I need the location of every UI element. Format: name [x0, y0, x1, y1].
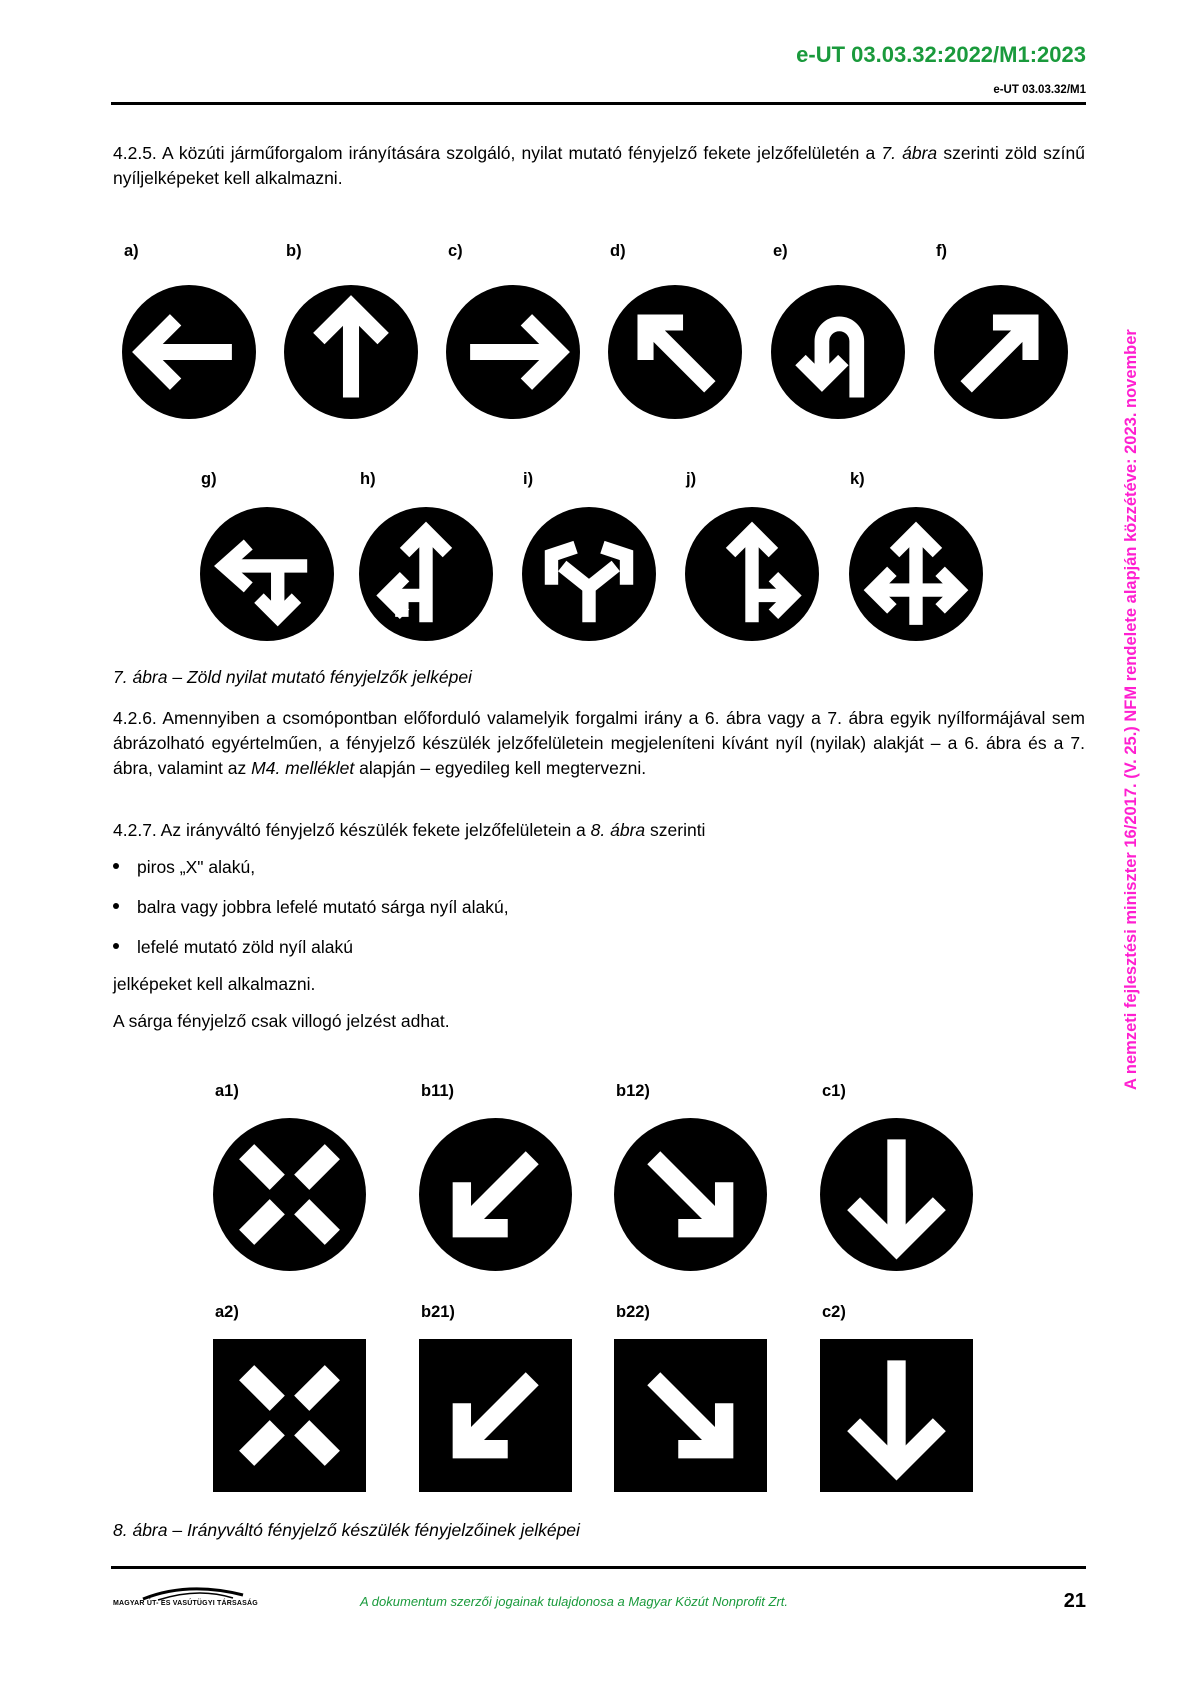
down-right-arrow-icon [614, 1118, 767, 1271]
list-item-text: piros „X" alakú, [137, 857, 256, 877]
list-item-text: balra vagy jobbra lefelé mutató sárga nyíl alakú, [137, 897, 509, 917]
up-right-arrow-icon [685, 507, 819, 641]
header-rule [111, 102, 1086, 105]
figure-label: h) [360, 470, 376, 488]
paragraph-text: 4.2.5. A közúti járműforgalom irányítására szolgáló, nyilat mutató fényjelző fekete jelzőfelületén a [113, 143, 876, 163]
down-arrow-icon [820, 1339, 973, 1492]
paragraph-4-2-6 [113, 706, 1085, 781]
document-code: e-UT 03.03.32:2022/M1:2023 [796, 42, 1086, 67]
bullet-icon [113, 943, 119, 949]
closing-text: jelképeket kell alkalmazni. [113, 974, 316, 994]
figure-label: f) [936, 242, 947, 260]
figure-label: b22) [616, 1303, 650, 1321]
figure-label: d) [610, 242, 626, 260]
figure-label: b11) [421, 1082, 455, 1100]
down-arrow-icon [820, 1118, 973, 1271]
bullet-icon [113, 903, 119, 909]
paragraph-text: 4.2.7. Az irányváltó fényjelző készülék fekete jelzőfelületein a [113, 820, 586, 840]
paragraph-4-2-5 [113, 141, 1085, 191]
figure-label: b12) [616, 1082, 650, 1100]
left-right-split-arrow-icon [522, 507, 656, 641]
paragraph-text: szerinti zöld színű nyíljelképeket kell alkalmazni. [113, 143, 1085, 188]
down-right-arrow-icon [614, 1339, 767, 1492]
up-left-arrow-icon [608, 285, 742, 419]
figure-reference: 8. ábra [590, 820, 646, 840]
figure-label: g) [201, 470, 217, 488]
left-down-arrow-icon [200, 507, 334, 641]
figure-label: a) [124, 242, 139, 260]
paragraph-text: 4.2.6. Amennyiben a csomópontban előforduló valamelyik forgalmi irány a 6. ábra vagy a 7. ábra egyik nyílformájával sem ábrázolható egyértelműen, a fényjelző készülék jelzőfelületein megjeleníteni kívánt nyíl (nyilak) alakját – a 6. ábra és a 7. ábra, valamint az [113, 708, 1085, 778]
up-left-right-arrow-icon [849, 507, 983, 641]
figure-label: c2) [822, 1303, 846, 1321]
figure-label: a2) [215, 1303, 239, 1321]
society-logo [113, 1585, 263, 1613]
figure-label: j) [686, 470, 697, 488]
up-arrow-icon [284, 285, 418, 419]
page-number: 21 [1063, 1590, 1086, 1612]
list-item-text: lefelé mutató zöld nyíl alakú [137, 937, 353, 957]
figure-label: i) [523, 470, 534, 488]
figure-7-caption: 7. ábra – Zöld nyilat mutató fényjelzők jelképei [113, 667, 472, 687]
note-text: A sárga fényjelző csak villogó jelzést adhat. [113, 1011, 450, 1031]
annex-reference: M4. melléklet [251, 758, 355, 778]
x-cross-icon [213, 1118, 366, 1271]
figure-label: k) [850, 470, 865, 488]
logo-swoosh-icon [113, 1585, 263, 1601]
u-turn-arrow-icon [771, 285, 905, 419]
list-item [113, 897, 509, 918]
figure-label: c1) [822, 1082, 846, 1100]
x-cross-icon [213, 1339, 366, 1492]
up-right-arrow-icon [934, 285, 1068, 419]
figure-label: e) [773, 242, 788, 260]
copyright-notice: A dokumentum szerzői jogainak tulajdonosa a Magyar Közút Nonprofit Zrt. [360, 1594, 789, 1609]
paragraph-text: szerinti [650, 820, 706, 840]
down-left-arrow-icon [419, 1118, 572, 1271]
down-left-arrow-icon [419, 1339, 572, 1492]
figure-label: b21) [421, 1303, 455, 1321]
footer-rule [111, 1566, 1086, 1569]
bullet-icon [113, 863, 119, 869]
figure-label: b) [286, 242, 302, 260]
list-item [113, 937, 353, 958]
logo-text: MAGYAR ÚT- ÉS VASÚTÜGYI TÁRSASÁG [113, 1600, 258, 1607]
paragraph-4-2-7 [113, 818, 1085, 843]
publication-note: A nemzeti fejlesztési miniszter 16/2017. (V. 25.) NFM rendelete alapján közzétéve: 2023. november [1122, 329, 1140, 1090]
figure-8-caption: 8. ábra – Irányváltó fényjelző készülék fényjelzőinek jelképei [113, 1520, 580, 1540]
figure-label: a1) [215, 1082, 239, 1100]
up-left-arrow-icon [359, 507, 493, 641]
paragraph-text: alapján – egyedileg kell megtervezni. [359, 758, 647, 778]
list-item [113, 857, 255, 878]
right-arrow-icon [446, 285, 580, 419]
left-arrow-icon [122, 285, 256, 419]
document-subcode: e-UT 03.03.32/M1 [993, 84, 1086, 96]
figure-reference: 7. ábra [881, 143, 938, 163]
figure-label: c) [448, 242, 463, 260]
